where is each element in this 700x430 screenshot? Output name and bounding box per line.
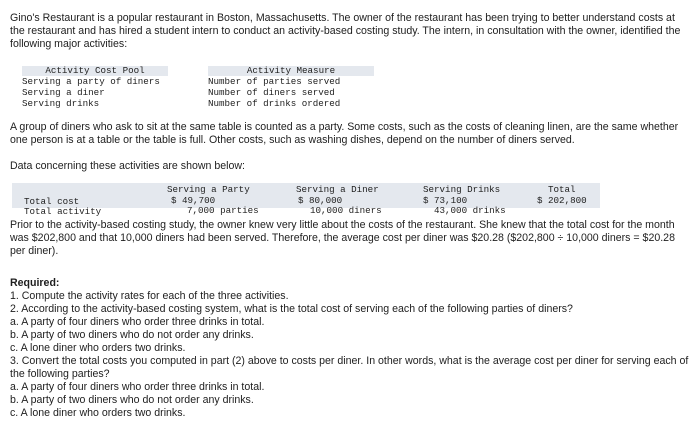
- prior-paragraph: Prior to the activity-based costing study, the owner knew very little about the costs of the restaurant. She knew that the total cost for the month was $202,800 and that 10,000 diners had been served. Therefore, the average cost per diner was $20.28 ($202,800 ÷ 10,000 diners = $20.28 per diner).: [10, 219, 675, 257]
- row-label-total-cost: Total cost: [24, 196, 80, 207]
- pool-row-party: Serving a party of diners: [22, 76, 160, 87]
- total-cost-party: $ 49,700: [171, 195, 216, 206]
- required-item-3a: a. A party of four diners who order three drinks in total.: [10, 381, 265, 393]
- required-item-2b: b. A party of two diners who do not order any drinks.: [10, 329, 254, 341]
- required-item-2a: a. A party of four diners who order three drinks in total.: [10, 316, 265, 328]
- required-title: Required:: [10, 277, 60, 289]
- measure-row-diner: Number of diners served: [208, 87, 335, 98]
- total-cost-total: $ 202,800: [537, 195, 587, 206]
- measure-row-party: Number of parties served: [208, 76, 341, 87]
- intro-paragraph: Gino's Restaurant is a popular restaurant in Boston, Massachusetts. The owner of the restaurant has been trying to better understand costs at the restaurant and has hired a student intern to conduct an activity-based costing study. The intern, in consultation with the owner, identified the following major activities:: [10, 12, 681, 50]
- activity-party: 7,000 parties: [187, 205, 259, 216]
- required-item-3b: b. A party of two diners who do not order any drinks.: [10, 394, 254, 406]
- pool-row-drinks: Serving drinks: [22, 98, 100, 109]
- required-item-3: 3. Convert the total costs you computed in part (2) above to costs per diner. In other words, what is the average cost per diner for serving each of the following parties?: [10, 355, 689, 380]
- activity-diner: 10,000 diners: [310, 205, 382, 216]
- required-item-2c: c. A lone diner who orders two drinks.: [10, 342, 186, 354]
- total-cost-drinks: $ 73,100: [423, 195, 468, 206]
- measure-header: Activity Measure: [246, 65, 336, 76]
- col-header-party: Serving a Party: [167, 184, 250, 195]
- required-item-3c: c. A lone diner who orders two drinks.: [10, 407, 186, 419]
- party-paragraph: A group of diners who ask to sit at the same table is counted as a party. Some costs, such as the costs of cleaning linen, are the same whether one person is at a table or the table is full. Other costs, such as washing dishes, depend on the number of diners served.: [10, 121, 679, 146]
- col-header-drinks: Serving Drinks: [423, 184, 501, 195]
- col-header-diner: Serving a Diner: [296, 184, 379, 195]
- measure-row-drinks: Number of drinks ordered: [208, 98, 341, 109]
- required-item-1: 1. Compute the activity rates for each of the three activities.: [10, 290, 289, 302]
- row-label-total-activity: Total activity: [24, 206, 102, 217]
- data-intro: Data concerning these activities are shown below:: [10, 160, 245, 172]
- col-header-total: Total: [548, 184, 576, 195]
- pool-row-diner: Serving a diner: [22, 87, 105, 98]
- required-item-2: 2. According to the activity-based costing system, what is the total cost of serving each of the following parties of diners?: [10, 303, 573, 315]
- pool-header: Activity Cost Pool: [45, 65, 145, 76]
- required-section: [10, 277, 692, 420]
- activity-drinks: 43,000 drinks: [434, 205, 506, 216]
- total-cost-diner: $ 80,000: [298, 195, 343, 206]
